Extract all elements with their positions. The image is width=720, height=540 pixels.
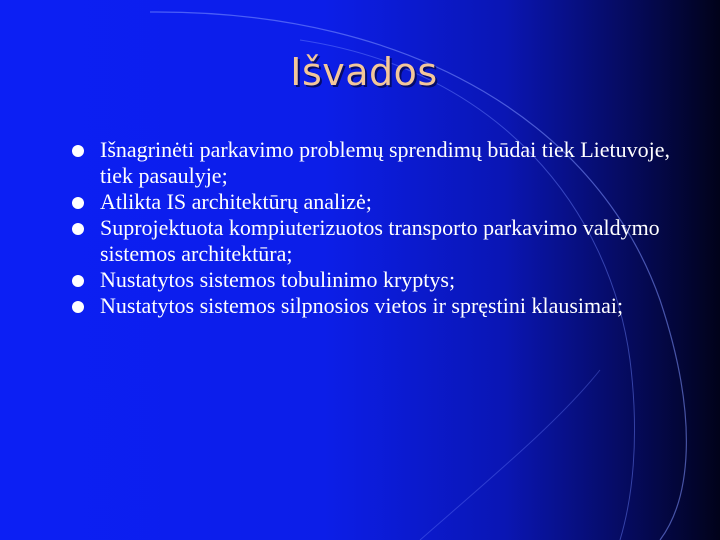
arc-line-low — [420, 370, 600, 540]
bullet-text: Atlikta IS architektūrų analizė; — [100, 189, 372, 214]
bullet-item — [72, 293, 692, 319]
bullet-dot-icon — [72, 145, 84, 157]
bullet-dot-icon — [72, 197, 84, 209]
bullet-text: Išnagrinėti parkavimo problemų sprendimų būdai tiek Lietuvoje, tiek pasaulyje; — [100, 137, 671, 188]
bullet-text: Suprojektuota kompiuterizuotos transporto parkavimo valdymo sistemos architektūra; — [100, 215, 660, 266]
bullet-text: Nustatytos sistemos tobulinimo kryptys; — [100, 267, 456, 292]
bullet-item — [72, 137, 692, 189]
bullet-dot-icon — [72, 301, 84, 313]
bullet-item — [72, 267, 692, 293]
slide-title: Išvados — [290, 50, 438, 94]
bullet-dot-icon — [72, 275, 84, 287]
bullet-list — [72, 137, 692, 319]
bullet-item — [72, 189, 692, 215]
bullet-text: Nustatytos sistemos silpnosios vietos ir spręstini klausimai; — [100, 293, 624, 318]
bullet-item — [72, 215, 692, 267]
bullet-dot-icon — [72, 223, 84, 235]
